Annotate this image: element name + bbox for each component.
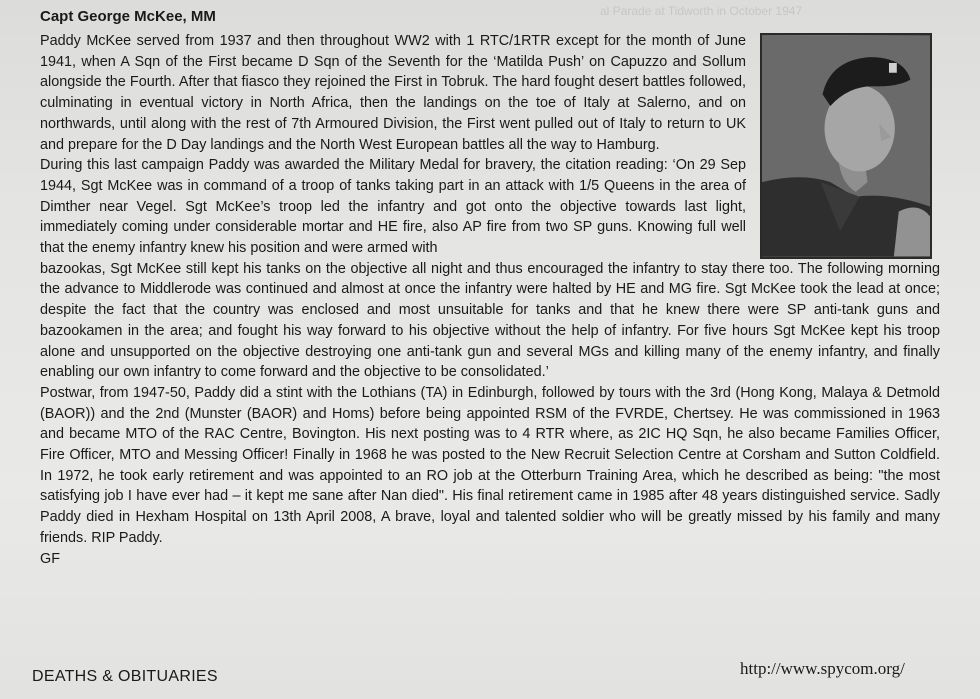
obituary-body <box>40 31 940 569</box>
postwar-career-paragraph: Postwar, from 1947-50, Paddy did a stint with the Lothians (TA) in Edinburgh, followed by tours with the 3rd (Hong Kong, Malaya & Detmold (BAOR)) and the 2nd (Munster (BAOR) and Homs) before being appointed RSM of the FVRDE, Chertsey. He was commissioned in 1963 and became MTO of the RAC Centre, Bovington. His next posting was to 4 RTR where, as 2IC HQ Sqn, he also became Families Officer, Fire Officer, MTO and Messing Officer! Finally in 1968 he was posted to the New Recruit Selection Centre at Corsham and Sutton Coldfield. In 1972, he took early retirement and was appointed to an RO job at the Otterburn Training Area, which he described as being: "the most satisfying job I have ever had – it kept me sane after Nan died". His final retirement came in 1985 after 48 years distinguished service. Sadly Paddy died in Hexham Hospital on 13th April 2008, A brave, loyal and talented soldier who will be greatly missed by his family and many friends. RIP Paddy. <box>40 384 940 546</box>
medal-citation-continued: bazookas, Sgt McKee still kept his tanks on the objective all night and thus encouraged the infantry to stay there too. The following morning the advance to Middlerode was continued and almost at once the infantry were halted by HE and MG fire. Sgt McKee took the lead at once; despite the fact that the country was enclosed and most unsuitable for tanks and that he knew there were SP anti-tank guns and bazookamen in the area; and fought his way forward to his objective without the help of infantry. For five hours Sgt McKee kept his troop alone and unsupported on the objective destroying one anti-tank gun and several MGs and killing many of the enemy infantry, and finally enabling our own infantry to come forward and the objective to be consolidated.’ <box>40 260 940 381</box>
header-bleed-through-text: al Parade at Tidworth in October 1947 <box>600 4 803 18</box>
author-initials: GF <box>40 550 60 567</box>
obituary-title: Capt George McKee, MM <box>40 8 216 25</box>
section-footer: DEATHS & OBITUARIES <box>32 668 218 685</box>
medal-citation-paragraph: During this last campaign Paddy was awarded the Military Medal for bravery, the citation reading: ‘On 29 Sep 1944, Sgt McKee was in command of a troop of tanks taking part in an attack with 1/5 Queens in the area of Dimther near Vegel. Sgt McKee’s troop led the infantry and got onto the objective towards last light, immediately coming under considerable mortar and HE fire, also AP fire from two SP guns. Knowing full well that the enemy infantry knew his position and were armed with <box>40 157 746 257</box>
service-history-paragraph: Paddy McKee served from 1937 and then throughout WW2 with 1 RTC/1RTR except for the month of June 1941, when A Sqn of the First became D Sqn of the Seventh for the ‘Matilda Push’ on Capuzzo and Sollum alongside the Fourth. After that fiasco they rejoined the First in Tobruk. The hard fought desert battles followed, culminating in eventual victory in North Africa, then the landings on the toe of Italy at Salerno, and on northwards, until along with the rest of 7th Armoured Division, the First went pulled out of Italy to return to UK and prepare for the D Day landings and the North West European battles all the way to Hamburg. <box>40 33 746 153</box>
source-url: http://www.spycom.org/ <box>740 659 905 678</box>
